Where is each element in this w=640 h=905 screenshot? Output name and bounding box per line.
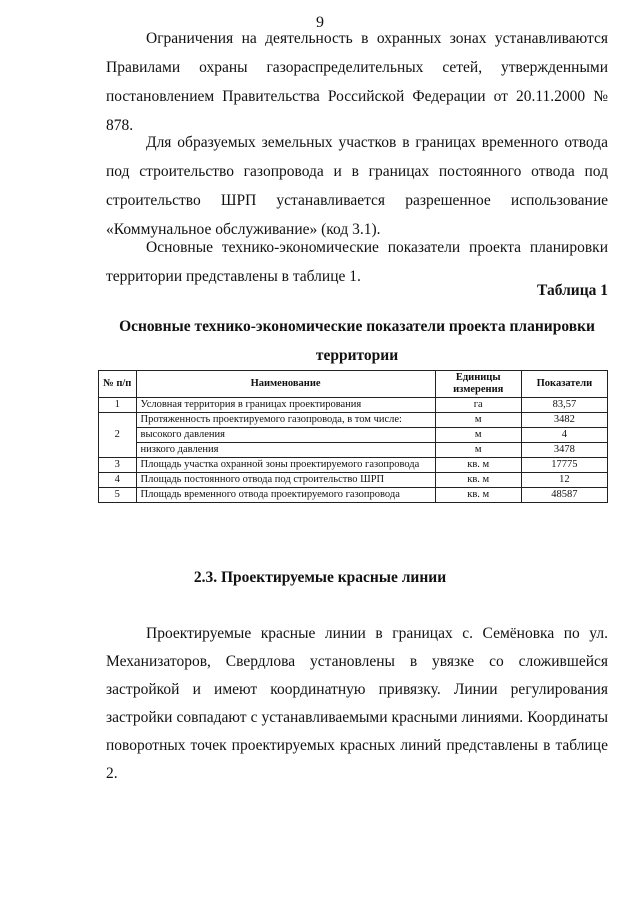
row-value: 48587 [521,488,607,503]
table-row [99,413,608,428]
row-unit: кв. м [435,488,521,503]
page-number: 9 [316,14,324,31]
row-name: Протяженность проектируемого газопровода, в том числе: [136,413,435,428]
header-value: Показатели [521,371,607,398]
paragraph-table-intro: Основные технико-экономические показатели проекта планировки территории представлены в таблице 1. [106,239,608,285]
row-name: Площадь временного отвода проектируемого газопровода [136,488,435,503]
paragraph-red-lines: Проектируемые красные линии в границах с. Семёновка по ул. Механизаторов, Свердлова установлены в увязке со сложившейся застройкой и имеют координатную привязку. Линии регулирования застройки совпадают с устанавливаемыми красными линиями. Координаты поворотных точек проектируемых красных линий представлены в таблице 2. [106,625,608,782]
section-title: 2.3. Проектируемые красные линии [193,569,447,586]
table-row [99,488,608,503]
header-num: № п/п [99,371,137,398]
row-num: 1 [99,398,137,413]
header-unit: Единицы измерения [435,371,521,398]
row-name: Площадь постоянного отвода под строительство ШРП [136,473,435,488]
row-unit: га [435,398,521,413]
row-name: высокого давления [136,428,435,443]
table-title: Основные технико-экономические показатели проекта планировки территории [119,318,595,364]
paragraph-restrictions: Ограничения на деятельность в охранных зонах устанавливаются Правилами охраны газораспределительных сетей, утвержденными постановлением Правительства Российской Федерации от 20.11.2000 № 878. [106,30,608,134]
row-value: 17775 [521,458,607,473]
table-row [99,473,608,488]
row-value: 3478 [521,443,607,458]
table-row [99,458,608,473]
row-unit: м [435,443,521,458]
table-label: Таблица 1 [537,282,608,299]
row-unit: кв. м [435,473,521,488]
paragraph-land-use: Для образуемых земельных участков в границах временного отвода под строительство газопровода и в границах постоянного отвода под строительство ШРП устанавливается разрешенное использование «Коммунальное обслуживание» (код 3.1). [106,134,608,238]
row-unit: м [435,413,521,428]
row-value: 3482 [521,413,607,428]
row-value: 12 [521,473,607,488]
header-name: Наименование [136,371,435,398]
row-name: низкого давления [136,443,435,458]
table-header-row [99,371,608,398]
row-num: 3 [99,458,137,473]
table-row [99,398,608,413]
table-row [99,428,608,443]
row-num: 5 [99,488,137,503]
row-num: 2 [99,413,137,458]
row-value: 4 [521,428,607,443]
table-row [99,443,608,458]
row-unit: кв. м [435,458,521,473]
row-value: 83,57 [521,398,607,413]
row-num: 4 [99,473,137,488]
row-name: Условная территория в границах проектирования [136,398,435,413]
row-unit: м [435,428,521,443]
row-name: Площадь участка охранной зоны проектируемого газопровода [136,458,435,473]
indicators-table [98,370,608,503]
